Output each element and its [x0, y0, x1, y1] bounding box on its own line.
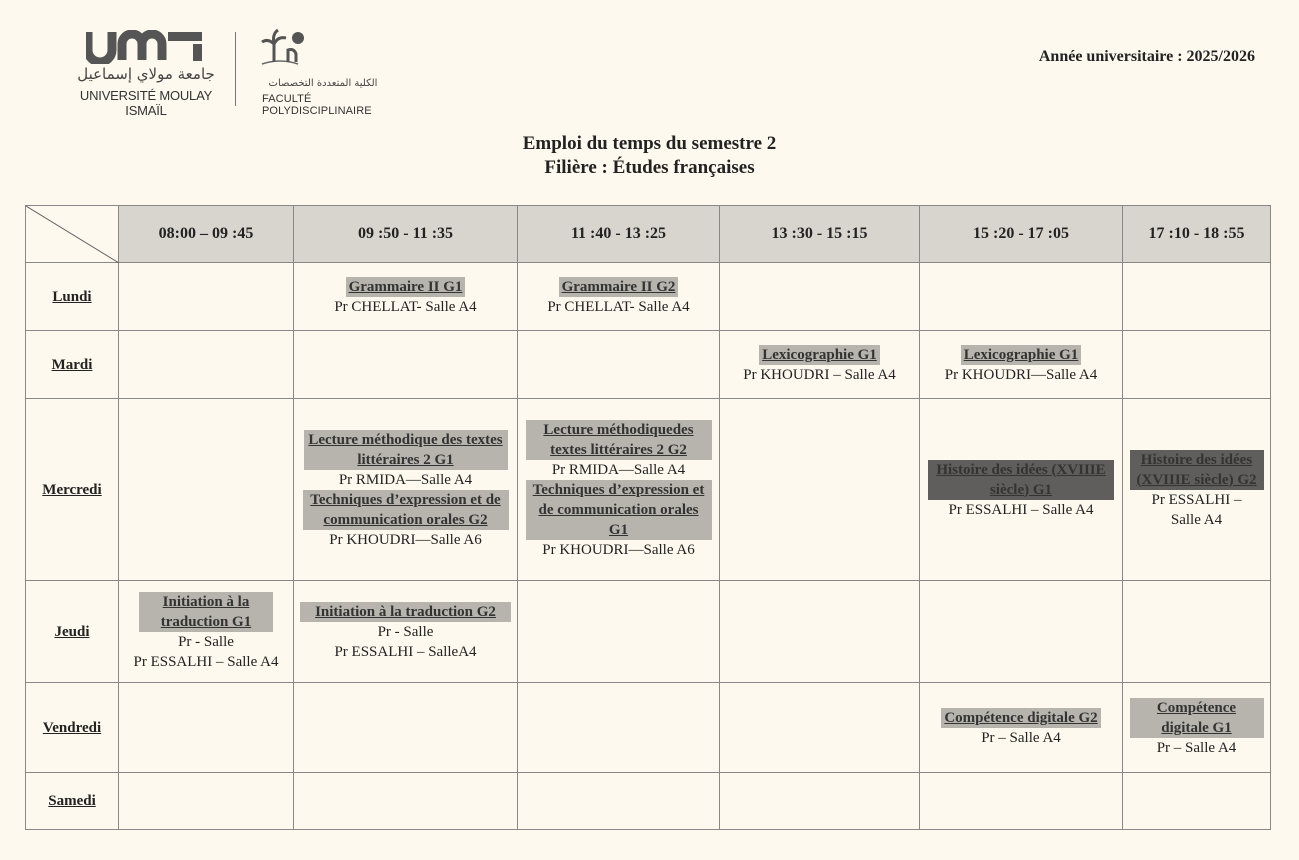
timetable [25, 205, 1271, 830]
course-detail: Pr – Salle A4 [981, 729, 1061, 746]
course-title: Grammaire II G1 [346, 277, 466, 297]
university-name-arabic: جامعة مولاي إسماعيل [77, 65, 215, 83]
faculty-emblem-icon [258, 28, 318, 78]
empty-cell [119, 263, 294, 331]
day-label: Mercredi [26, 399, 119, 581]
empty-cell [294, 331, 518, 399]
table-row [26, 331, 1271, 399]
faculty-name-arabic: الكلية المتعددة التخصصات [268, 78, 378, 89]
logo-divider [235, 32, 236, 106]
course-cell [119, 581, 294, 683]
course-title: Compétence digitale G2 [941, 708, 1100, 728]
course-detail: Pr ESSALHI – Salle A4 [133, 653, 279, 670]
empty-cell [518, 773, 720, 830]
course-title: Initiation à la traduction G2 [300, 602, 511, 622]
day-label: Vendredi [26, 683, 119, 773]
document-subtitle: Filière : Études françaises [544, 157, 755, 178]
course-detail: Pr - Salle [178, 633, 234, 650]
course-detail: Pr CHELLAT- Salle A4 [334, 298, 477, 315]
slot-header: 08:00 – 09 :45 [119, 206, 294, 263]
course-detail: Pr RMIDA—Salle A4 [551, 461, 686, 478]
course-title: Grammaire II G2 [559, 277, 679, 297]
course-title: Techniques d’expression et de communication orales G1 [526, 480, 712, 540]
academic-year: Année universitaire : 2025/2026 [1038, 48, 1255, 65]
course-detail: Pr RMIDA—Salle A4 [338, 471, 473, 488]
course-title: Compétence digitale G1 [1130, 698, 1264, 738]
empty-cell [920, 773, 1123, 830]
empty-cell [720, 581, 920, 683]
course-cell [920, 399, 1123, 581]
empty-cell [518, 581, 720, 683]
course-title: Lexicographie G1 [759, 345, 880, 365]
empty-cell [1123, 263, 1271, 331]
course-detail: Pr KHOUDRI—Salle A4 [944, 366, 1098, 383]
course-cell [518, 263, 720, 331]
empty-cell [294, 773, 518, 830]
table-row [26, 263, 1271, 331]
umi-logo-mark [86, 30, 204, 64]
course-title: Techniques d’expression et de communication orales G2 [303, 490, 509, 530]
course-cell [1123, 399, 1271, 581]
table-row [26, 399, 1271, 581]
course-detail: Pr – Salle A4 [1156, 739, 1237, 756]
university-name-latin: UNIVERSITÉ MOULAY ISMAÏL [79, 88, 213, 118]
course-detail: Pr ESSALHI – Salle A4 [1151, 491, 1242, 528]
course-cell [294, 263, 518, 331]
empty-cell [720, 399, 920, 581]
course-title: Histoire des idées (XVIIIE siècle) G2 [1130, 450, 1264, 490]
course-cell [720, 331, 920, 399]
course-cell [294, 581, 518, 683]
course-detail: Pr KHOUDRI—Salle A6 [329, 531, 482, 548]
table-row [26, 581, 1271, 683]
empty-cell [119, 773, 294, 830]
empty-cell [1123, 581, 1271, 683]
course-cell [920, 331, 1123, 399]
table-row [26, 773, 1271, 830]
empty-cell [1123, 331, 1271, 399]
course-title: Lecture méthodiquedes textes littéraires 2 G2 [526, 420, 712, 460]
empty-cell [720, 263, 920, 331]
day-label: Jeudi [26, 581, 119, 683]
slot-header: 09 :50 - 11 :35 [294, 206, 518, 263]
course-title: Histoire des idées (XVIIIE siècle) G1 [928, 460, 1114, 500]
empty-cell [119, 399, 294, 581]
day-label: Lundi [26, 263, 119, 331]
day-label: Samedi [26, 773, 119, 830]
empty-cell [119, 331, 294, 399]
corner-cell [26, 206, 119, 263]
course-title: Initiation à la traduction G1 [139, 592, 273, 632]
table-row [26, 683, 1271, 773]
empty-cell [518, 683, 720, 773]
document-title: Emploi du temps du semestre 2 [522, 133, 777, 154]
course-title: Lexicographie G1 [961, 345, 1082, 365]
slot-header: 13 :30 - 15 :15 [720, 206, 920, 263]
empty-cell [1123, 773, 1271, 830]
empty-cell [720, 773, 920, 830]
course-cell [1123, 683, 1271, 773]
slot-header: 15 :20 - 17 :05 [920, 206, 1123, 263]
course-detail: Pr ESSALHI – SalleA4 [334, 643, 477, 660]
faculty-logo [252, 28, 392, 117]
course-detail: Pr - Salle [377, 623, 434, 640]
university-logo [62, 28, 232, 118]
course-detail: Pr KHOUDRI – Salle A4 [743, 366, 896, 383]
diagonal-line [26, 206, 119, 263]
empty-cell [294, 683, 518, 773]
course-cell [518, 399, 720, 581]
course-detail: Pr KHOUDRI—Salle A6 [542, 541, 695, 558]
document-titles [0, 132, 1299, 180]
course-detail: Pr ESSALHI – Salle A4 [948, 501, 1094, 518]
timetable-header-row [26, 206, 1271, 263]
empty-cell [720, 683, 920, 773]
empty-cell [119, 683, 294, 773]
slot-header: 11 :40 - 13 :25 [518, 206, 720, 263]
faculty-name-latin: FACULTÉ POLYDISCIPLINAIRE [262, 93, 372, 117]
course-cell [920, 683, 1123, 773]
day-label: Mardi [26, 331, 119, 399]
course-cell [294, 399, 518, 581]
empty-cell [920, 263, 1123, 331]
course-detail: Pr CHELLAT- Salle A4 [547, 298, 690, 315]
course-title: Lecture méthodique des textes littéraires 2 G1 [304, 430, 508, 470]
empty-cell [518, 331, 720, 399]
empty-cell [920, 581, 1123, 683]
slot-header: 17 :10 - 18 :55 [1123, 206, 1271, 263]
